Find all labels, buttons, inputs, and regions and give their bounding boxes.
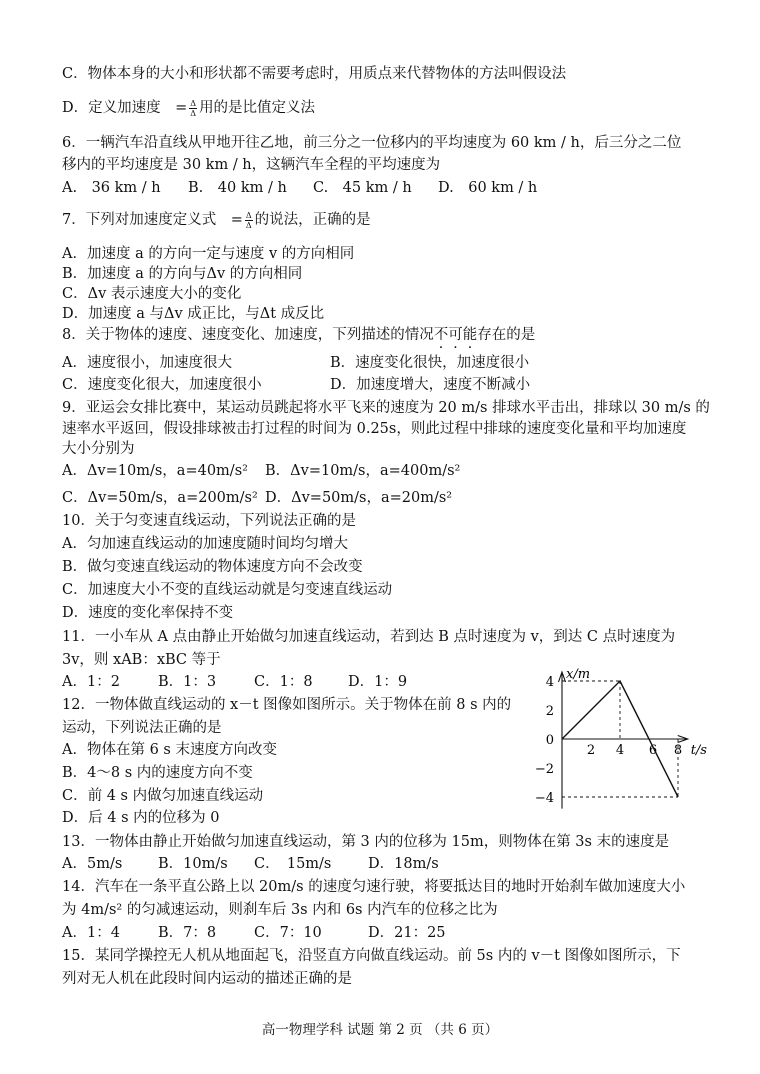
x-axis-label: t/s — [690, 743, 707, 758]
q7-stem: 7．下列对加速度定义式 = $\frac{\Delta}{\Delta}$ 的说法，正确的是 — [62, 210, 371, 230]
q13-stem: 13．一物体由静止开始做匀加速直线运动，第 3 内的位移为 15m，则物体在第 3s 末的速度是 — [62, 834, 670, 850]
q6-option-d: D. 60 km / h — [438, 180, 538, 196]
q15-stem-1: 15．某同学操控无人机从地面起飞，沿竖直方向做直线运动。前 5s 内的 v－t 图像如图所示，下 — [62, 948, 681, 964]
q10-stem: 10．关于匀变速直线运动，下列说法正确的是 — [62, 513, 356, 529]
fraction: $\frac{\Delta}{\Delta}$ — [245, 210, 252, 230]
x-tick-label: 4 — [615, 743, 625, 758]
q7-option-c: C．Δv 表示速度大小的变化 — [62, 286, 242, 302]
x-tick-label: 2 — [586, 743, 596, 758]
q10-option-c: C．加速度大小不变的直线运动就是匀变速直线运动 — [62, 582, 393, 598]
q6-stem-2: 移内的平均速度是 30 km / h，这辆汽车全程的平均速度为 — [62, 157, 441, 173]
q7-option-d: D．加速度 a 与Δv 成正比，与Δt 成反比 — [62, 306, 325, 322]
q9-option-d: D．Δv=50m/s，a=20m/s² — [265, 490, 453, 506]
y-tick-label: 2 — [545, 704, 554, 719]
q6-option-b: B. 40 km / h — [188, 180, 287, 196]
q13-option-a: A．5m/s — [62, 856, 123, 872]
q12-stem-2: 运动，下列说法正确的是 — [62, 720, 222, 736]
q6-stem-1: 6．一辆汽车沿直线从甲地开往乙地，前三分之一位移内的平均速度为 60 km / h，后三分之二位 — [62, 135, 682, 151]
q8-option-b: B．速度变化很快，加速度很小 — [330, 355, 530, 371]
q12-option-a: A．物体在第 6 s 末速度方向改变 — [62, 742, 277, 758]
q13-option-b: B．10m/s — [158, 856, 228, 872]
q7-option-b: B．加速度 a 的方向与Δv 的方向相同 — [62, 266, 303, 282]
q5-option-c: C．物体本身的大小和形状都不需要考虑时，用质点来代替物体的方法叫假设法 — [62, 66, 567, 82]
q8-option-a: A．速度很小，加速度很大 — [62, 355, 232, 371]
q9-option-a: A．Δv=10m/s，a=40m/s² — [62, 463, 248, 479]
q11-option-c: C．1：8 — [254, 674, 313, 690]
q8-option-c: C．速度变化很大，加速度很小 — [62, 377, 262, 393]
q7-option-a: A．加速度 a 的方向一定与速度 v 的方向相同 — [62, 246, 355, 262]
q10-option-d: D．速度的变化率保持不变 — [62, 605, 234, 621]
graph-axes — [559, 672, 688, 809]
q9-stem-2: 速率水平返回，假设排球被击打过程的时间为 0.25s，则此过程中排球的速度变化量和平均加速度 — [62, 421, 687, 437]
q5-option-d: D．定义加速度 = $\frac{\Delta}{\Delta}$ 用的是比值定义法 — [62, 98, 316, 118]
q12-option-b: B．4～8 s 内的速度方向不变 — [62, 765, 253, 781]
y-axis-label: x/m — [566, 667, 591, 682]
page-footer: 高一物理学科 试题 第 2 页 （共 6 页） — [261, 1022, 499, 1038]
q12-option-c: C．前 4 s 内做匀加速直线运动 — [62, 788, 264, 804]
q11-stem-1: 11．一小车从 A 点由静止开始做匀加速直线运动，若到达 B 点时速度为 v，到达 C 点时速度为 — [62, 629, 676, 645]
q9-stem-3: 大小分别为 — [62, 441, 135, 457]
q11-option-a: A．1：2 — [62, 674, 120, 690]
q8-stem: 8．关于物体的速度、速度变化、加速度，下列描述的情况不可能存在的是 — [62, 327, 536, 343]
y-tick-label: 0 — [545, 733, 554, 748]
q15-stem-2: 列对无人机在此段时间内运动的描述正确的是 — [62, 971, 352, 987]
q6-option-c: C. 45 km / h — [313, 180, 412, 196]
q14-stem-2: 为 4m/s² 的匀减速运动，则刹车后 3s 内和 6s 内汽车的位移之比为 — [62, 902, 498, 918]
q14-option-d: D．21：25 — [368, 925, 446, 941]
y-tick-label: −2 — [534, 762, 554, 777]
q11-option-d: D．1：9 — [348, 674, 408, 690]
y-tick-label: −4 — [534, 791, 554, 806]
graph-ticks — [535, 675, 682, 806]
q13-option-c: C． 15m/s — [254, 856, 332, 872]
y-tick-label: 4 — [545, 675, 554, 690]
q9-option-b: B．Δv=10m/s，a=400m/s² — [265, 463, 461, 479]
q10-option-a: A．匀加速直线运动的加速度随时间均匀增大 — [62, 536, 348, 552]
q9-stem-1: 9．亚运会女排比赛中，某运动员跳起将水平飞来的速度为 20 m/s 排球水平击出，排球以 30 m/s 的 — [62, 400, 710, 416]
q12-option-d: D．后 4 s 内的位移为 0 — [62, 810, 220, 826]
q9-option-c: C．Δv=50m/s，a=200m/s² — [62, 490, 258, 506]
q14-option-b: B．7：8 — [158, 925, 217, 941]
q10-option-b: B．做匀变速直线运动的物体速度方向不会改变 — [62, 559, 363, 575]
q6-option-a: A. 36 km / h — [62, 180, 161, 196]
x-tick-label: 6 — [648, 743, 658, 758]
q11-option-b: B．1：3 — [158, 674, 217, 690]
q14-stem-1: 14．汽车在一条平直公路上以 20m/s 的速度匀速行驶，将要抵达目的地时开始刹车做加速度大小 — [62, 879, 686, 895]
q14-option-a: A．1：4 — [62, 925, 120, 941]
fraction: $\frac{\Delta}{\Delta}$ — [190, 98, 197, 118]
x-tick-label: 8 — [673, 743, 683, 758]
q14-option-c: C．7：10 — [254, 925, 322, 941]
q8-option-d: D．加速度增大，速度不断减小 — [330, 377, 531, 393]
x-t-graph — [528, 664, 728, 814]
q12-stem-1: 12．一物体做直线运动的 x－t 图像如图所示。关于物体在前 8 s 内的 — [62, 697, 512, 713]
q13-option-d: D．18m/s — [368, 856, 439, 872]
q11-stem-2: 3v，则 xAB：xBC 等于 — [62, 652, 221, 668]
